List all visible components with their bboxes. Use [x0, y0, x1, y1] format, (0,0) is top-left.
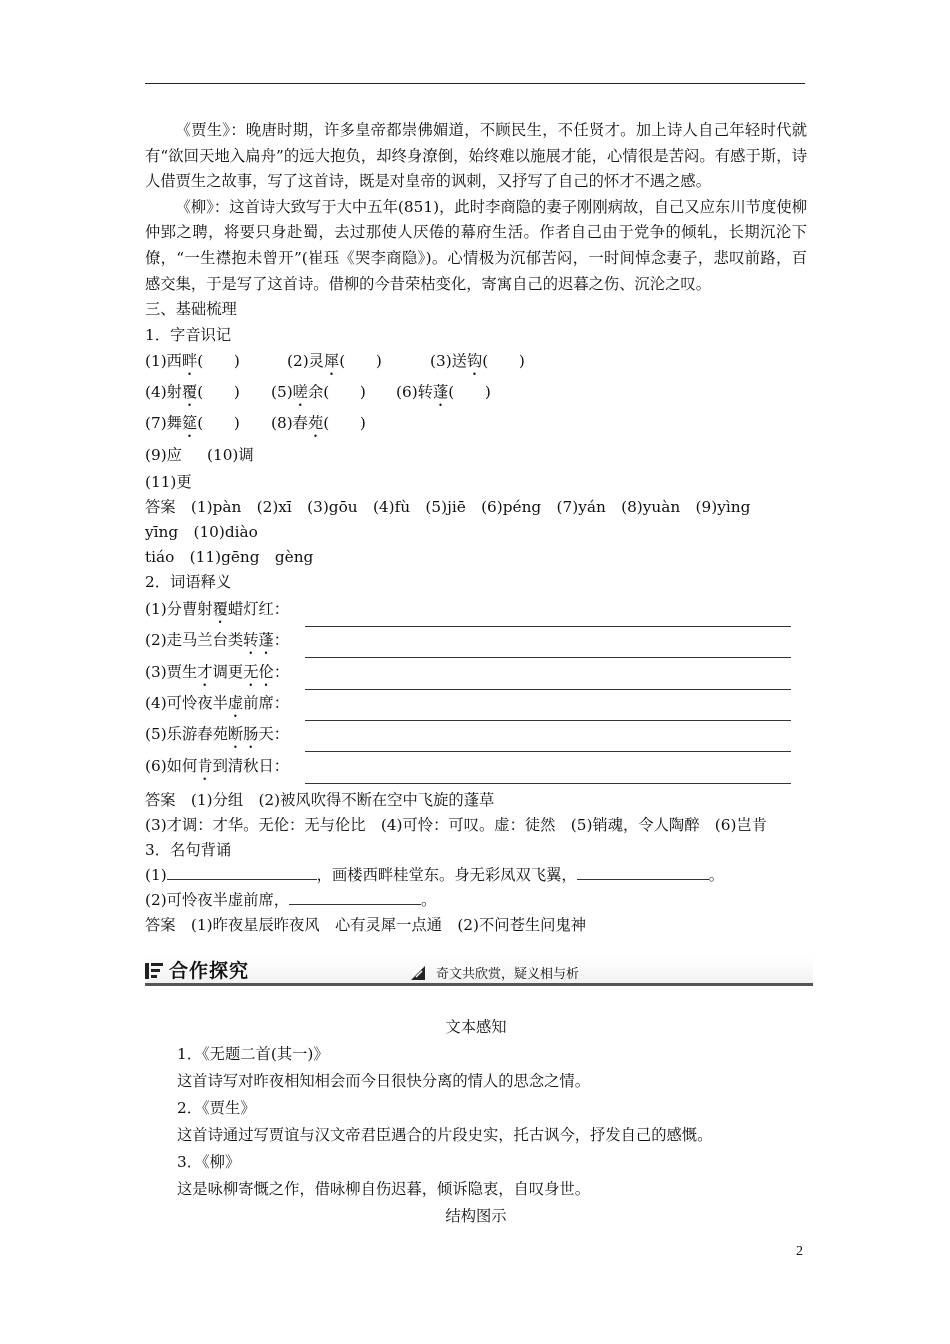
word-item: (6)如何肯到清秋日：: [145, 752, 807, 783]
answer-blank[interactable]: [305, 734, 791, 752]
pronunciation-row: [145, 441, 807, 470]
analysis-item-text: 这是咏柳寄慨之作，借咏柳自伤迟暮，倾诉隐衷，自叹身世。: [177, 1180, 591, 1198]
jiasheng-background: 《贾生》：晚唐时期，许多皇帝都崇佛媚道，不顾民生，不任贤才。加上诗人自己年轻时代就有“欲回天地入扁舟”的远大抱负，却终身潦倒，始终难以施展才能，心情很是苦闷。有感于斯，诗人借贾生之故事，写了这首诗，既是对皇帝的讽刺，又抒写了自己的怀才不遇之感。: [145, 121, 807, 191]
recite-heading: 3．名句背诵: [145, 840, 232, 859]
header-rule: [145, 83, 805, 84]
page-number: 2: [796, 1244, 803, 1259]
word-item: (1)分曹射覆蜡灯红：: [145, 595, 807, 626]
stripes-icon: [145, 962, 163, 980]
analysis-item-title: 1．《无题二首(其一)》: [177, 1045, 329, 1063]
analysis-item-text: 这首诗通过写贾谊与汉文帝君臣遇合的片段史实，托古讽今，抒发自己的感慨。: [177, 1126, 713, 1144]
words-list: [145, 595, 807, 783]
recite-answer: 答案 (1)昨夜星辰昨夜风 心有灵犀一点通 (2)不问苍生问鬼神: [145, 915, 587, 934]
pronunciation-row: [145, 348, 807, 379]
pronunciation-item: (10)调: [207, 446, 254, 465]
section-banner: [145, 950, 813, 986]
text-analysis: [145, 1014, 807, 1230]
pronunciation-row: [145, 410, 807, 441]
pronunciation-heading: 1．字音识记: [145, 325, 232, 344]
word-item: (3)贾生才调更无伦：: [145, 658, 807, 689]
recite-question-1: (1) ，画楼西畔桂堂东。身无彩凤双飞翼， 。: [145, 865, 725, 884]
banner-underline: [145, 983, 813, 986]
corner-stripes-icon: [409, 964, 425, 980]
answer-label: 答案: [145, 498, 176, 517]
section-heading: 三、基础梳理: [145, 300, 237, 319]
words-heading: 2．词语释义: [145, 573, 232, 592]
analysis-heading: 文本感知: [445, 1018, 507, 1036]
pronunciation-item: (3)送钩( ): [430, 351, 525, 370]
pronunciation-row: [145, 379, 807, 410]
banner-title: 合作探究: [169, 960, 250, 982]
word-item: (4)可怜夜半虚前席：: [145, 690, 807, 721]
pronunciation-item: (6)转蓬( ): [396, 382, 491, 401]
answer-blank[interactable]: [305, 640, 791, 658]
pronunciation-item: (11)更: [145, 473, 192, 492]
pronunciation-item: (8)春苑( ): [271, 413, 366, 432]
answer-blank[interactable]: [289, 889, 421, 905]
banner-subtitle: 奇文共欣赏，疑义相与析: [436, 967, 580, 982]
analysis-item-text: 这首诗写对昨夜相知相会而今日很快分离的情人的思念之情。: [177, 1072, 591, 1090]
answer-label: 答案: [145, 790, 176, 809]
answer-label: 答案: [145, 915, 176, 934]
pronunciation-answer: 答案 (1)pàn (2)xī (3)gōu (4)fù (5)jiē (6)péng (7)yán (8)yuàn (9)yìng: [145, 498, 751, 517]
answer-blank[interactable]: [305, 672, 791, 690]
main-content: [145, 118, 807, 938]
liu-background: 《柳》：这首诗大致写于大中五年(851)，此时李商隐的妻子刚刚病故，自己又应东川节度使柳仲郢之聘，将要只身赴蜀，去过那使人厌倦的幕府生活。作者自己由于党争的倾轧，长期沉沦下僚，“一生襟抱未曾开”(崔珏《哭李商隐》)。心情极为沉郁苦闷，一时间悼念妻子，悲叹前路，百感交集，于是写了这首诗。借柳的今昔荣枯变化，寄寓自己的迟暮之伤、沉沦之叹。: [145, 197, 807, 293]
recite-question-2: (2)可怜夜半虚前席， 。: [145, 890, 437, 909]
pronunciation-item: (7)舞筵( ): [145, 413, 240, 432]
answer-blank[interactable]: [305, 766, 791, 784]
answer-blank[interactable]: [305, 609, 791, 627]
analysis-item-title: 2．《贾生》: [177, 1099, 256, 1117]
pronunciation-item: (2)灵犀( ): [287, 351, 382, 370]
answer-blank[interactable]: [577, 864, 709, 880]
pronunciation-answer-cont: tiáo (11)gēng gèng: [145, 548, 314, 567]
word-item: (5)乐游春苑断肠天：: [145, 721, 807, 752]
answer-blank[interactable]: [305, 703, 791, 721]
pronunciation-item: (5)嗟余( ): [271, 382, 366, 401]
pronunciation-list: [145, 348, 807, 495]
answer-blank[interactable]: [167, 864, 317, 880]
word-item: (2)走马兰台类转蓬：: [145, 627, 807, 658]
words-answer: 答案 (1)分组 (2)被风吹得不断在空中飞旋的蓬草: [145, 790, 495, 809]
pronunciation-item: (9)应: [145, 446, 182, 465]
structure-heading: 结构图示: [445, 1207, 507, 1225]
pronunciation-answer-cont: yīng (10)diào: [145, 523, 258, 542]
pronunciation-item: (4)射覆( ): [145, 382, 240, 401]
pronunciation-item: (1)西畔( ): [145, 351, 240, 370]
words-answer-cont: (3)才调：才华。无伦：无与伦比 (4)可怜：可叹。虚：徒然 (5)销魂，令人陶醉 (6)岂肯: [145, 815, 768, 834]
analysis-item-title: 3．《柳》: [177, 1153, 241, 1171]
